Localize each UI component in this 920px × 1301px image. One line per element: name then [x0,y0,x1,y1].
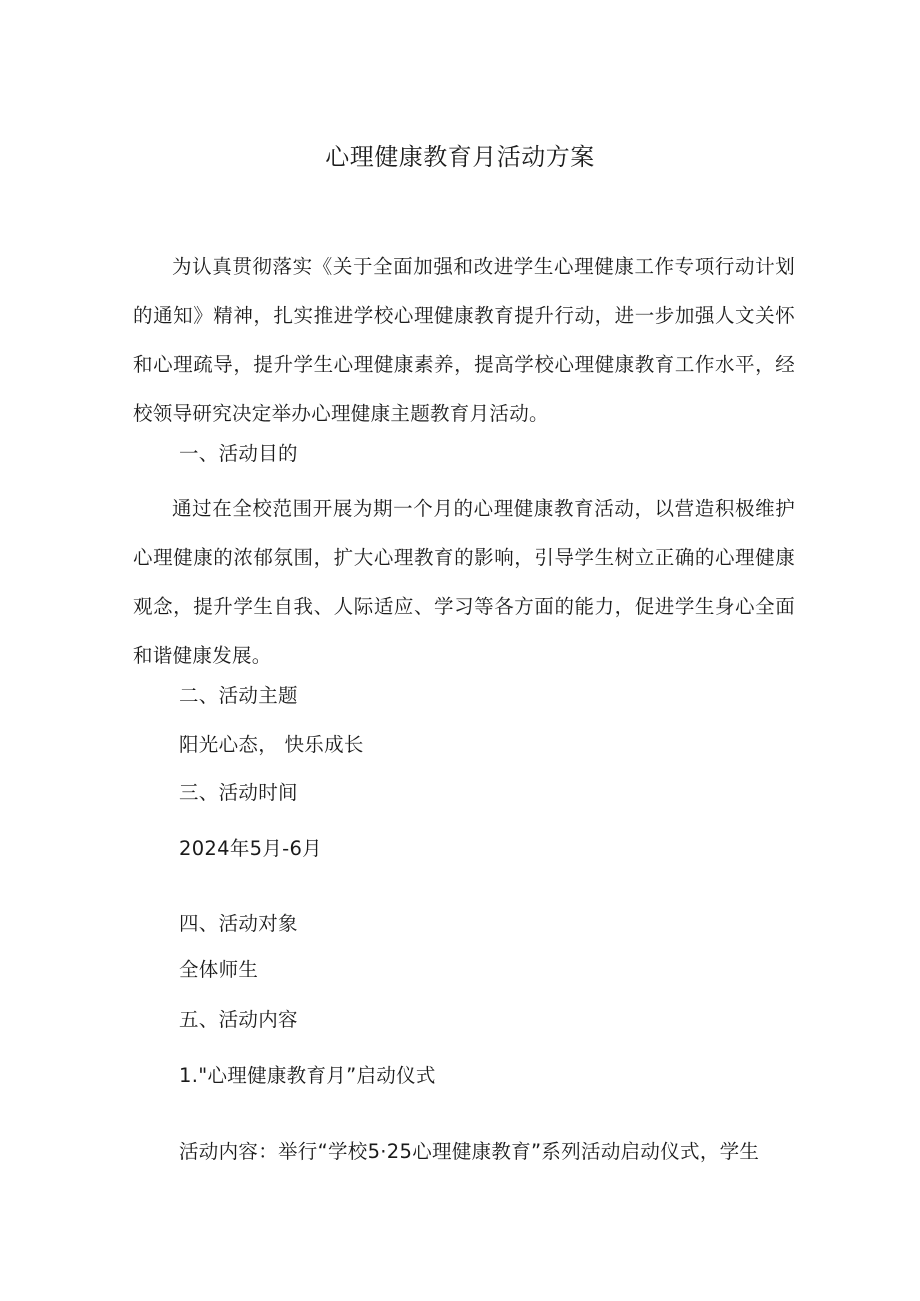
audience-text: 全体师生 [179,958,259,981]
section-heading-goal: 一、活动目的 [179,442,298,465]
section-heading-time: 三、活动时间 [179,781,298,804]
content-item-description: 活动内容：举行“学校5·25心理健康教育”系列活动启动仪式，学生 [179,1140,760,1163]
intro-paragraph: 为认真贯彻落实《关于全面加强和改进学生心理健康工作专项行动计划的通知》精神，扎实推进学校心理健康教育提升行动，进一步加强人文关怀和心理疏导，提升学生心理健康素养，提高学校心理健康教育工作水平，经校领导研究决定举办心理健康主题教育月活动。 [133,255,795,425]
document-title: 心理健康教育月活动方案 [325,143,595,171]
goal-paragraph: 通过在全校范围开展为期一个月的心理健康教育活动，以营造积极维护心理健康的浓郁氛围，扩大心理教育的影响，引导学生树立正确的心理健康观念，提升学生自我、人际适应、学习等各方面的能力，促进学生身心全面和谐健康发展。 [133,497,795,667]
content-item-title: 1."心理健康教育月”启动仪式 [179,1064,436,1087]
section-heading-content: 五、活动内容 [179,1008,298,1031]
theme-text: 阳光心态， 快乐成长 [179,733,364,756]
section-heading-theme: 二、活动主题 [179,684,298,707]
section-heading-audience: 四、活动对象 [179,912,298,935]
time-text: 2024年5月-6月 [179,837,322,860]
